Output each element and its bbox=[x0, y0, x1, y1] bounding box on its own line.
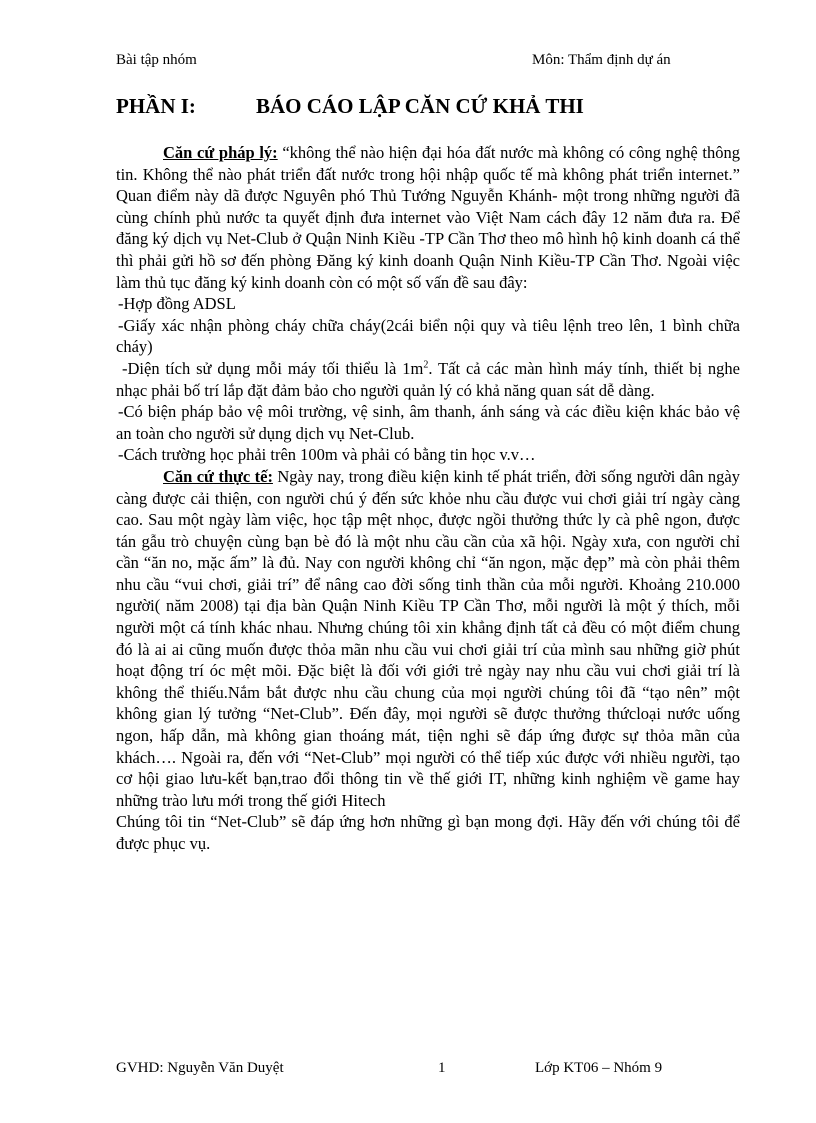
title-part-number: PHẦN I: bbox=[116, 94, 196, 118]
header-left: Bài tập nhóm bbox=[116, 52, 197, 68]
requirement-item: -Cách trường học phải trên 100m và phải có bằng tin học v.v… bbox=[118, 445, 536, 465]
section-title bbox=[116, 94, 584, 119]
footer-class-group: Lớp KT06 – Nhóm 9 bbox=[535, 1060, 663, 1076]
legal-basis-heading: Căn cứ pháp lý: bbox=[163, 143, 278, 162]
requirement-item: -Giấy xác nhận phòng cháy chữa cháy(2cái biển nội quy và tiêu lệnh treo lên, 1 bình chữa cháy) bbox=[116, 315, 740, 357]
closing-paragraph: Chúng tôi tin “Net-Club” sẽ đáp ứng hơn những gì bạn mong đợi. Hãy đến với chúng tôi để được phục vụ. bbox=[116, 812, 740, 853]
requirement-item: -Hợp đồng ADSL bbox=[118, 294, 236, 314]
legal-basis-text: “không thể nào hiện đại hóa đất nước mà không có công nghệ thông tin. Không thể nào phát triển đất nước trong hội nhập quốc tế mà không phát triển internet.” Quan điểm này dã được Nguyên phó Thủ Tướng Nguyễn Khánh- một trong những người đã cùng chính phủ nước ta quyết định đưa internet vào Việt Nam cách đây 12 năm đưa ra. Để đăng ký dịch vụ Net-Club ở Quận Ninh Kiều -TP Cần Thơ theo mô hình hộ kinh doanh cá thể thì phải gửi hồ sơ đến phòng Đăng ký kinh doanh Quận Ninh Kiều-TP Cần Thơ. Ngoài việc làm thủ tục đăng ký kinh doanh còn có một số vấn đề sau đây: bbox=[116, 143, 740, 292]
practical-basis-heading: Căn cứ thực tế: bbox=[163, 466, 273, 486]
requirement-text: -Diện tích sử dụng mỗi máy tối thiểu là 1m bbox=[122, 358, 424, 378]
practical-basis-text: Ngày nay, trong điều kiện kinh tế phát triển, đời sống người dân ngày càng được cải thiện, con người chú ý đến sức khỏe nhu cầu được vui chơi giải trí ngày càng cao. Sau một ngày làm việc, học tập mệt nhọc, được ngồi thưởng thức ly cà phê ngon, được tán gẫu trò chuyện cùng bạn bè đó là một nhu cầu cần của xã hội. Ngày xưa, con người chỉ cần “ăn no, mặc ấm” là đủ. Nay con người không chỉ “ăn ngon, mặc đẹp” mà còn phải thêm nhu cầu “vui chơi, giải trí” để nâng cao đời sống tinh thần của mỗi người. Khoảng 210.000 người( năm 2008) tại địa bàn Quận Ninh Kiều TP Cần Thơ, mỗi người là một ý thích, mỗi người một cá tính khác nhau. Nhưng chúng tôi xin khẳng định tất cả đều có một điểm chung đó là ai ai cũng muốn được thỏa mãn nhu cầu vui chơi giải trí của mình sau những giờ phút hoạt động trí óc mệt mõi. Đặc biệt là đối với giới trẻ ngày nay nhu cầu vui chơi giải trí là không thể thiếu.Nắm bắt được nhu cầu chung của mọi người chúng tôi đã “tạo nên” một không gian lý tưởng “Net-Club”. Đến đây, mọi người sẽ được thưởng thứcloại nước uống ngon, hấp dẫn, mà không gian thoáng mát, tiện nghi sẽ đáp ứng được sự thỏa mãn của khách…. Ngoài ra, đến với “Net-Club” mọi người có thể tiếp xúc được với nhiều người, tạo cơ hội giao lưu-kết bạn,trao đổi thông tin về thế giới IT, những kinh nghiệm về game hay những trào lưu mới trong thế giới Hitech bbox=[116, 466, 740, 810]
document-body bbox=[116, 142, 740, 855]
header-right: Môn: Thẩm định dự án bbox=[532, 52, 671, 68]
practical-basis-paragraph bbox=[116, 466, 740, 812]
footer-instructor: GVHD: Nguyễn Văn Duyệt bbox=[116, 1060, 284, 1076]
legal-basis-paragraph bbox=[116, 142, 740, 293]
requirement-item bbox=[116, 358, 740, 401]
requirement-text: . Tất cả các màn hình máy tính, thiết bị nghe nhạc phải bố trí lắp đặt đảm bảo cho người quản lý có khả năng quan sát dễ dàng. bbox=[116, 358, 741, 400]
page-number: 1 bbox=[438, 1060, 446, 1076]
superscript: 2 bbox=[423, 359, 429, 371]
title-text: BÁO CÁO LẬP CĂN CỨ KHẢ THI bbox=[256, 94, 584, 118]
requirement-item: -Có biện pháp bảo vệ môi trường, vệ sinh, âm thanh, ánh sáng và các điều kiện khác bảo vệ an toàn cho người sử dụng dịch vụ Net-Club. bbox=[116, 402, 740, 443]
